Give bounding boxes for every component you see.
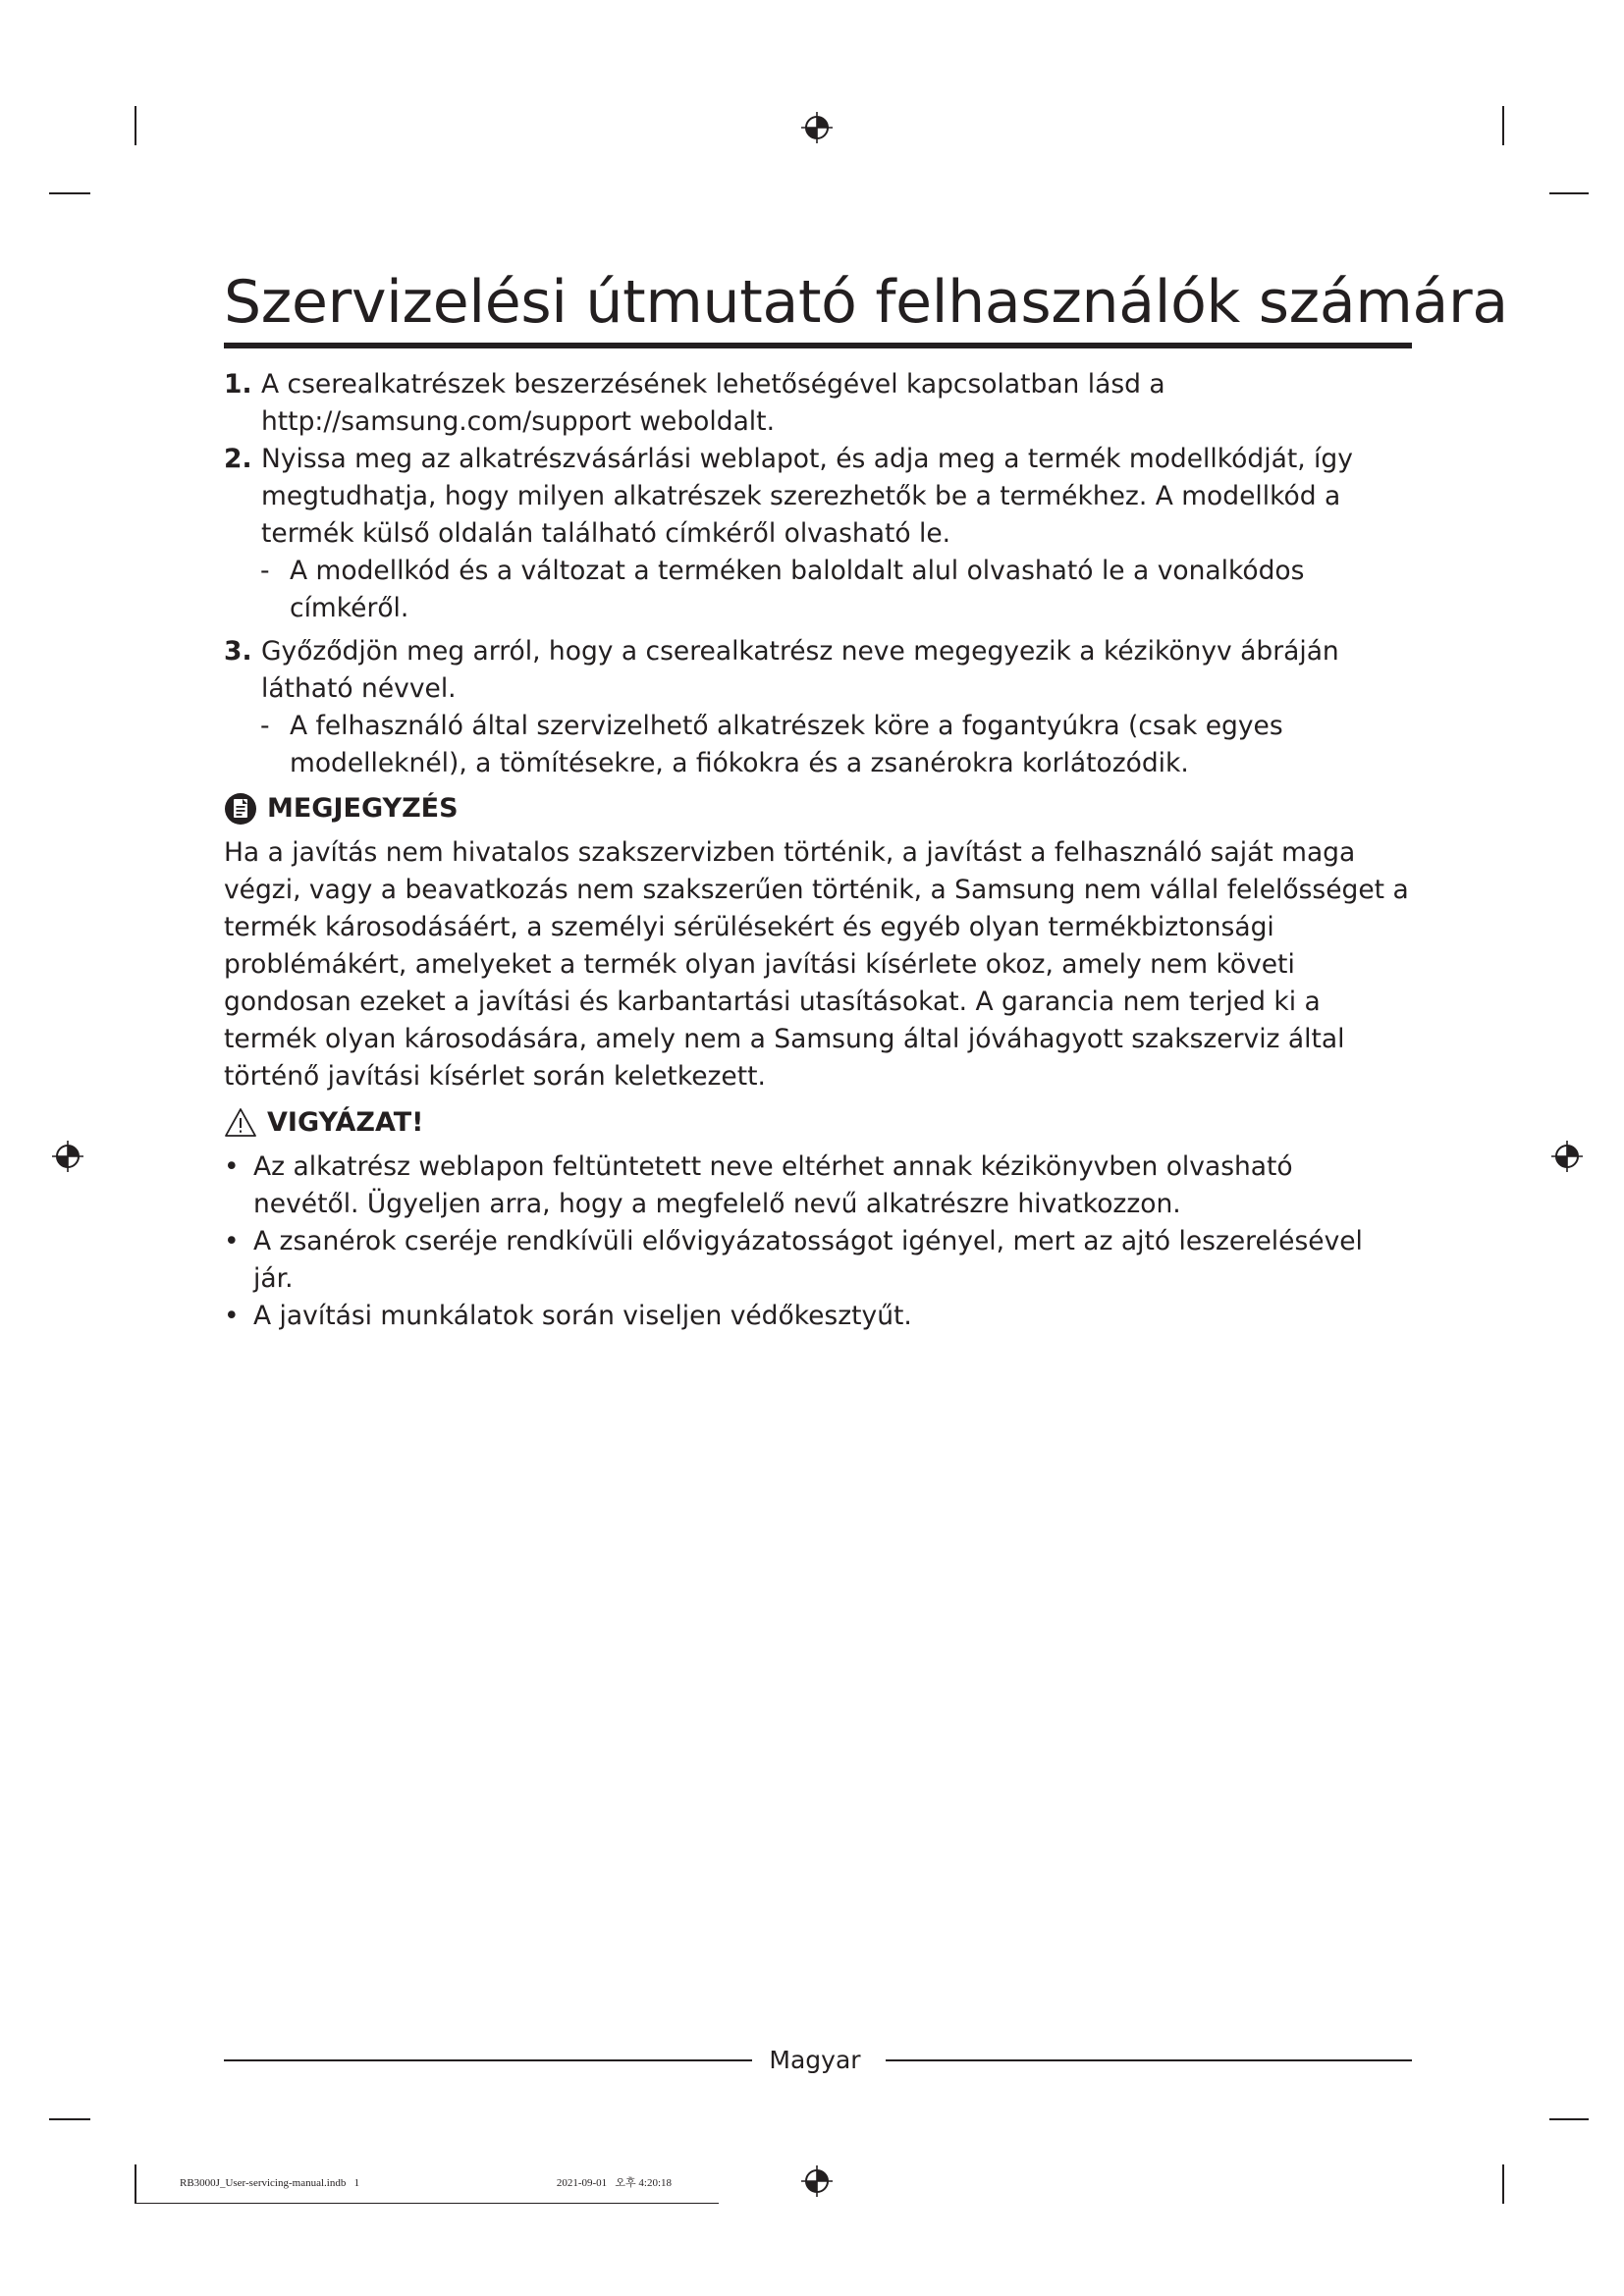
page-title: Szervizelési útmutató felhasználók számára	[224, 268, 1508, 337]
footer-rule-left	[224, 2059, 752, 2061]
crop-mark	[1502, 2164, 1504, 2204]
warning-triangle-icon	[224, 1106, 257, 1140]
footer-language: Magyar	[769, 2046, 861, 2074]
step-number: 1.	[224, 369, 252, 400]
list-subitem	[260, 553, 1399, 631]
note-icon	[224, 792, 257, 826]
bullet-marker: •	[224, 1151, 240, 1182]
caution-item-text: Az alkatrész weblapon feltüntetett neve eltérhet annak kézikönyvben olvasható nevétől. Ügyeljen arra, hogy a megfelelő nevű alkatrészre hivatkozzon.	[253, 1151, 1293, 1219]
dash-marker: -	[260, 711, 270, 741]
crop-mark	[1502, 106, 1504, 145]
note-text: Ha a javítás nem hivatalos szakszervizben történik, a javítást a felhasználó saját maga végzi, vagy a beavatkozás nem szakszerűen történik, a Samsung nem vállal felelősséget a termék károsodásáért, a személyi sérülésekért és egyéb olyan termékbiztonsági problémákért, amelyeket a termék olyan javítási kísérlete okoz, amely nem követi gondosan ezeket a javítási és karbantartási utasításokat. A garancia nem terjed ki a termék olyan károsodására, amely nem a Samsung által jóváhagyott szakszerviz által történő javítási kísérlet során keletkezett.	[224, 837, 1409, 1092]
registration-mark-icon	[800, 2164, 834, 2198]
print-imprint: RB3000J_User-servicing-manual.indb 1 2021-09-01 오후 4:20:18	[180, 2177, 673, 2189]
registration-mark-icon	[51, 1140, 84, 1173]
crop-mark	[1549, 192, 1589, 194]
imprint-rule	[135, 2203, 719, 2204]
caution-item	[224, 1298, 1412, 1337]
bullet-marker: •	[224, 1301, 240, 1331]
step-text: A cserealkatrészek beszerzésének lehetőségével kapcsolatban lásd a http://samsung.com/support weboldalt.	[261, 369, 1165, 437]
list-item-step-2	[224, 441, 1412, 557]
dash-marker: -	[260, 556, 270, 586]
crop-mark	[49, 192, 90, 194]
caution-item	[224, 1223, 1412, 1302]
caution-item	[224, 1148, 1412, 1227]
list-item-step-1	[224, 366, 1412, 445]
subitem-text: A felhasználó által szervizelhető alkatrészek köre a fogantyúkra (csak egyes modelleknél), a tömítésekre, a fiókokra és a zsanérokra korlátozódik.	[290, 711, 1283, 778]
caution-item-text: A javítási munkálatok során viseljen védőkesztyűt.	[253, 1301, 912, 1331]
crop-mark	[49, 2118, 90, 2120]
list-subitem	[260, 708, 1399, 786]
step-text: Győződjön meg arról, hogy a cserealkatrész neve megegyezik a kézikönyv ábráján látható névvel.	[261, 636, 1339, 704]
step-number: 3.	[224, 636, 252, 667]
registration-mark-icon	[800, 111, 834, 144]
crop-mark	[1549, 2118, 1589, 2120]
step-number: 2.	[224, 444, 252, 474]
caution-item-text: A zsanérok cseréje rendkívüli elővigyázatosságot igényel, mert az ajtó leszerelésével jár.	[253, 1226, 1363, 1294]
title-underline	[224, 343, 1412, 348]
crop-mark	[135, 2164, 136, 2204]
registration-mark-icon	[1550, 1140, 1584, 1173]
note-heading-label: MEGJEGYZÉS	[267, 793, 459, 824]
subitem-text: A modellkód és a változat a terméken baloldalt alul olvasható le a vonalkódos címkéről.	[290, 556, 1305, 623]
list-item-step-3	[224, 633, 1412, 712]
crop-mark	[135, 106, 136, 145]
caution-heading-label: VIGYÁZAT!	[267, 1107, 424, 1138]
step-text: Nyissa meg az alkatrészvásárlási weblapot, és adja meg a termék modellkódját, így megtudhatja, hogy milyen alkatrészek szerezhetők be a termékhez. A modellkód a termék külső oldalán található címkéről olvasható le.	[261, 444, 1353, 549]
bullet-marker: •	[224, 1226, 240, 1256]
footer-rule-right	[886, 2059, 1412, 2061]
